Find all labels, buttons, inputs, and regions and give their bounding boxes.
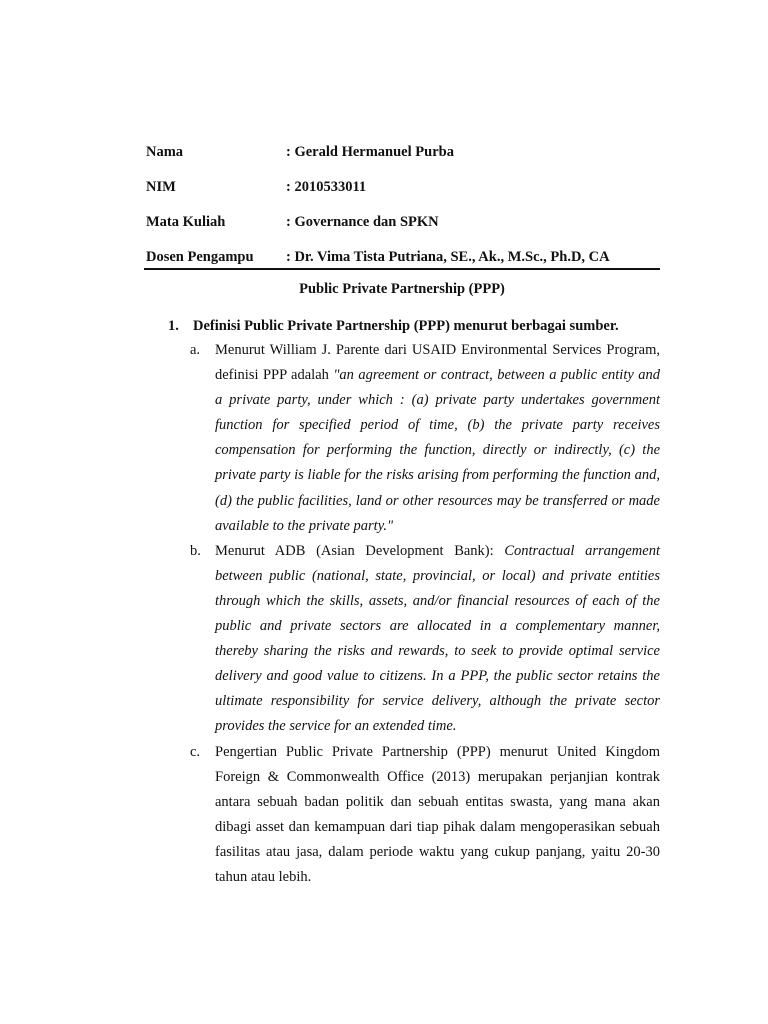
- section-number: 1.: [168, 317, 179, 334]
- definition-list: [190, 338, 660, 890]
- list-item-c: [190, 740, 660, 891]
- list-marker: a.: [190, 342, 201, 358]
- field-value: : 2010533011: [286, 179, 367, 195]
- item-quote-text: Contractual arrangement between public (national, state, provincial, or local) and private entities through which the skills, assets, and/or financial resources of each of the public and private sectors are allocated in a complementary manner, thereby sharing the risks and rewards, to seek to provide optimal service delivery and good value to citizens. In a PPP, the public sector retains the ultimate responsibility for service delivery, although the private sector provides the service for an extended time.: [215, 542, 660, 735]
- item-lead-text: Menurut William J. Parente dari USAID Environmental Services Program, definisi PPP adalah: [215, 342, 660, 384]
- header-divider: [144, 268, 660, 270]
- list-marker: b.: [190, 542, 201, 559]
- item-lead-text: Menurut ADB (Asian Development Bank):: [215, 542, 505, 559]
- section-1: [168, 314, 660, 338]
- item-quote-text: "an agreement or contract, between a public entity and a private party, under which : (a) private party undertakes government function for specified period of time, (b) the private party receives compensation for performing the function, directly or indirectly, (c) the private party is liable for the risks arising from performing the function and, (d) the public facilities, land or other resources may be transferred or made available to the private party.": [215, 367, 660, 534]
- list-marker: c.: [190, 743, 201, 760]
- field-value: : Gerald Hermanuel Purba: [286, 144, 454, 160]
- field-label: Nama: [146, 144, 184, 160]
- field-label: Mata Kuliah: [146, 214, 226, 230]
- section-heading-text: Definisi Public Private Partnership (PPP) menurut berbagai sumber.: [193, 317, 619, 334]
- student-info-header: [146, 135, 660, 275]
- item-lead-text: Pengertian Public Private Partnership (PPP) menurut United Kingdom Foreign & Commonwealth Office (2013) merupakan perjanjian kontrak antara sebuah badan politik dan sebuah entitas swasta, yang mana akan dibagi asset dan kemampuan dari tiap pihak dalam mengoperasikan sebuah fasilitas atau jasa, dalam periode waktu yang cukup panjang, yaitu 20-30 tahun atau lebih.: [215, 743, 660, 885]
- field-row-nama: [146, 135, 660, 170]
- list-item-text: [215, 338, 660, 539]
- field-row-nim: [146, 170, 660, 205]
- field-row-mata-kuliah: [146, 205, 660, 240]
- list-item-text: [215, 539, 660, 740]
- field-value: : Dr. Vima Tista Putriana, SE., Ak., M.Sc., Ph.D, CA: [286, 249, 610, 265]
- list-item-b: [190, 539, 660, 740]
- document-title: Public Private Partnership (PPP): [299, 281, 505, 297]
- field-label: Dosen Pengampu: [146, 249, 254, 265]
- section-heading: [168, 314, 660, 338]
- field-label: NIM: [146, 179, 176, 195]
- list-item-text: [215, 740, 660, 891]
- list-item-a: [190, 338, 660, 539]
- field-value: : Governance dan SPKN: [286, 214, 439, 230]
